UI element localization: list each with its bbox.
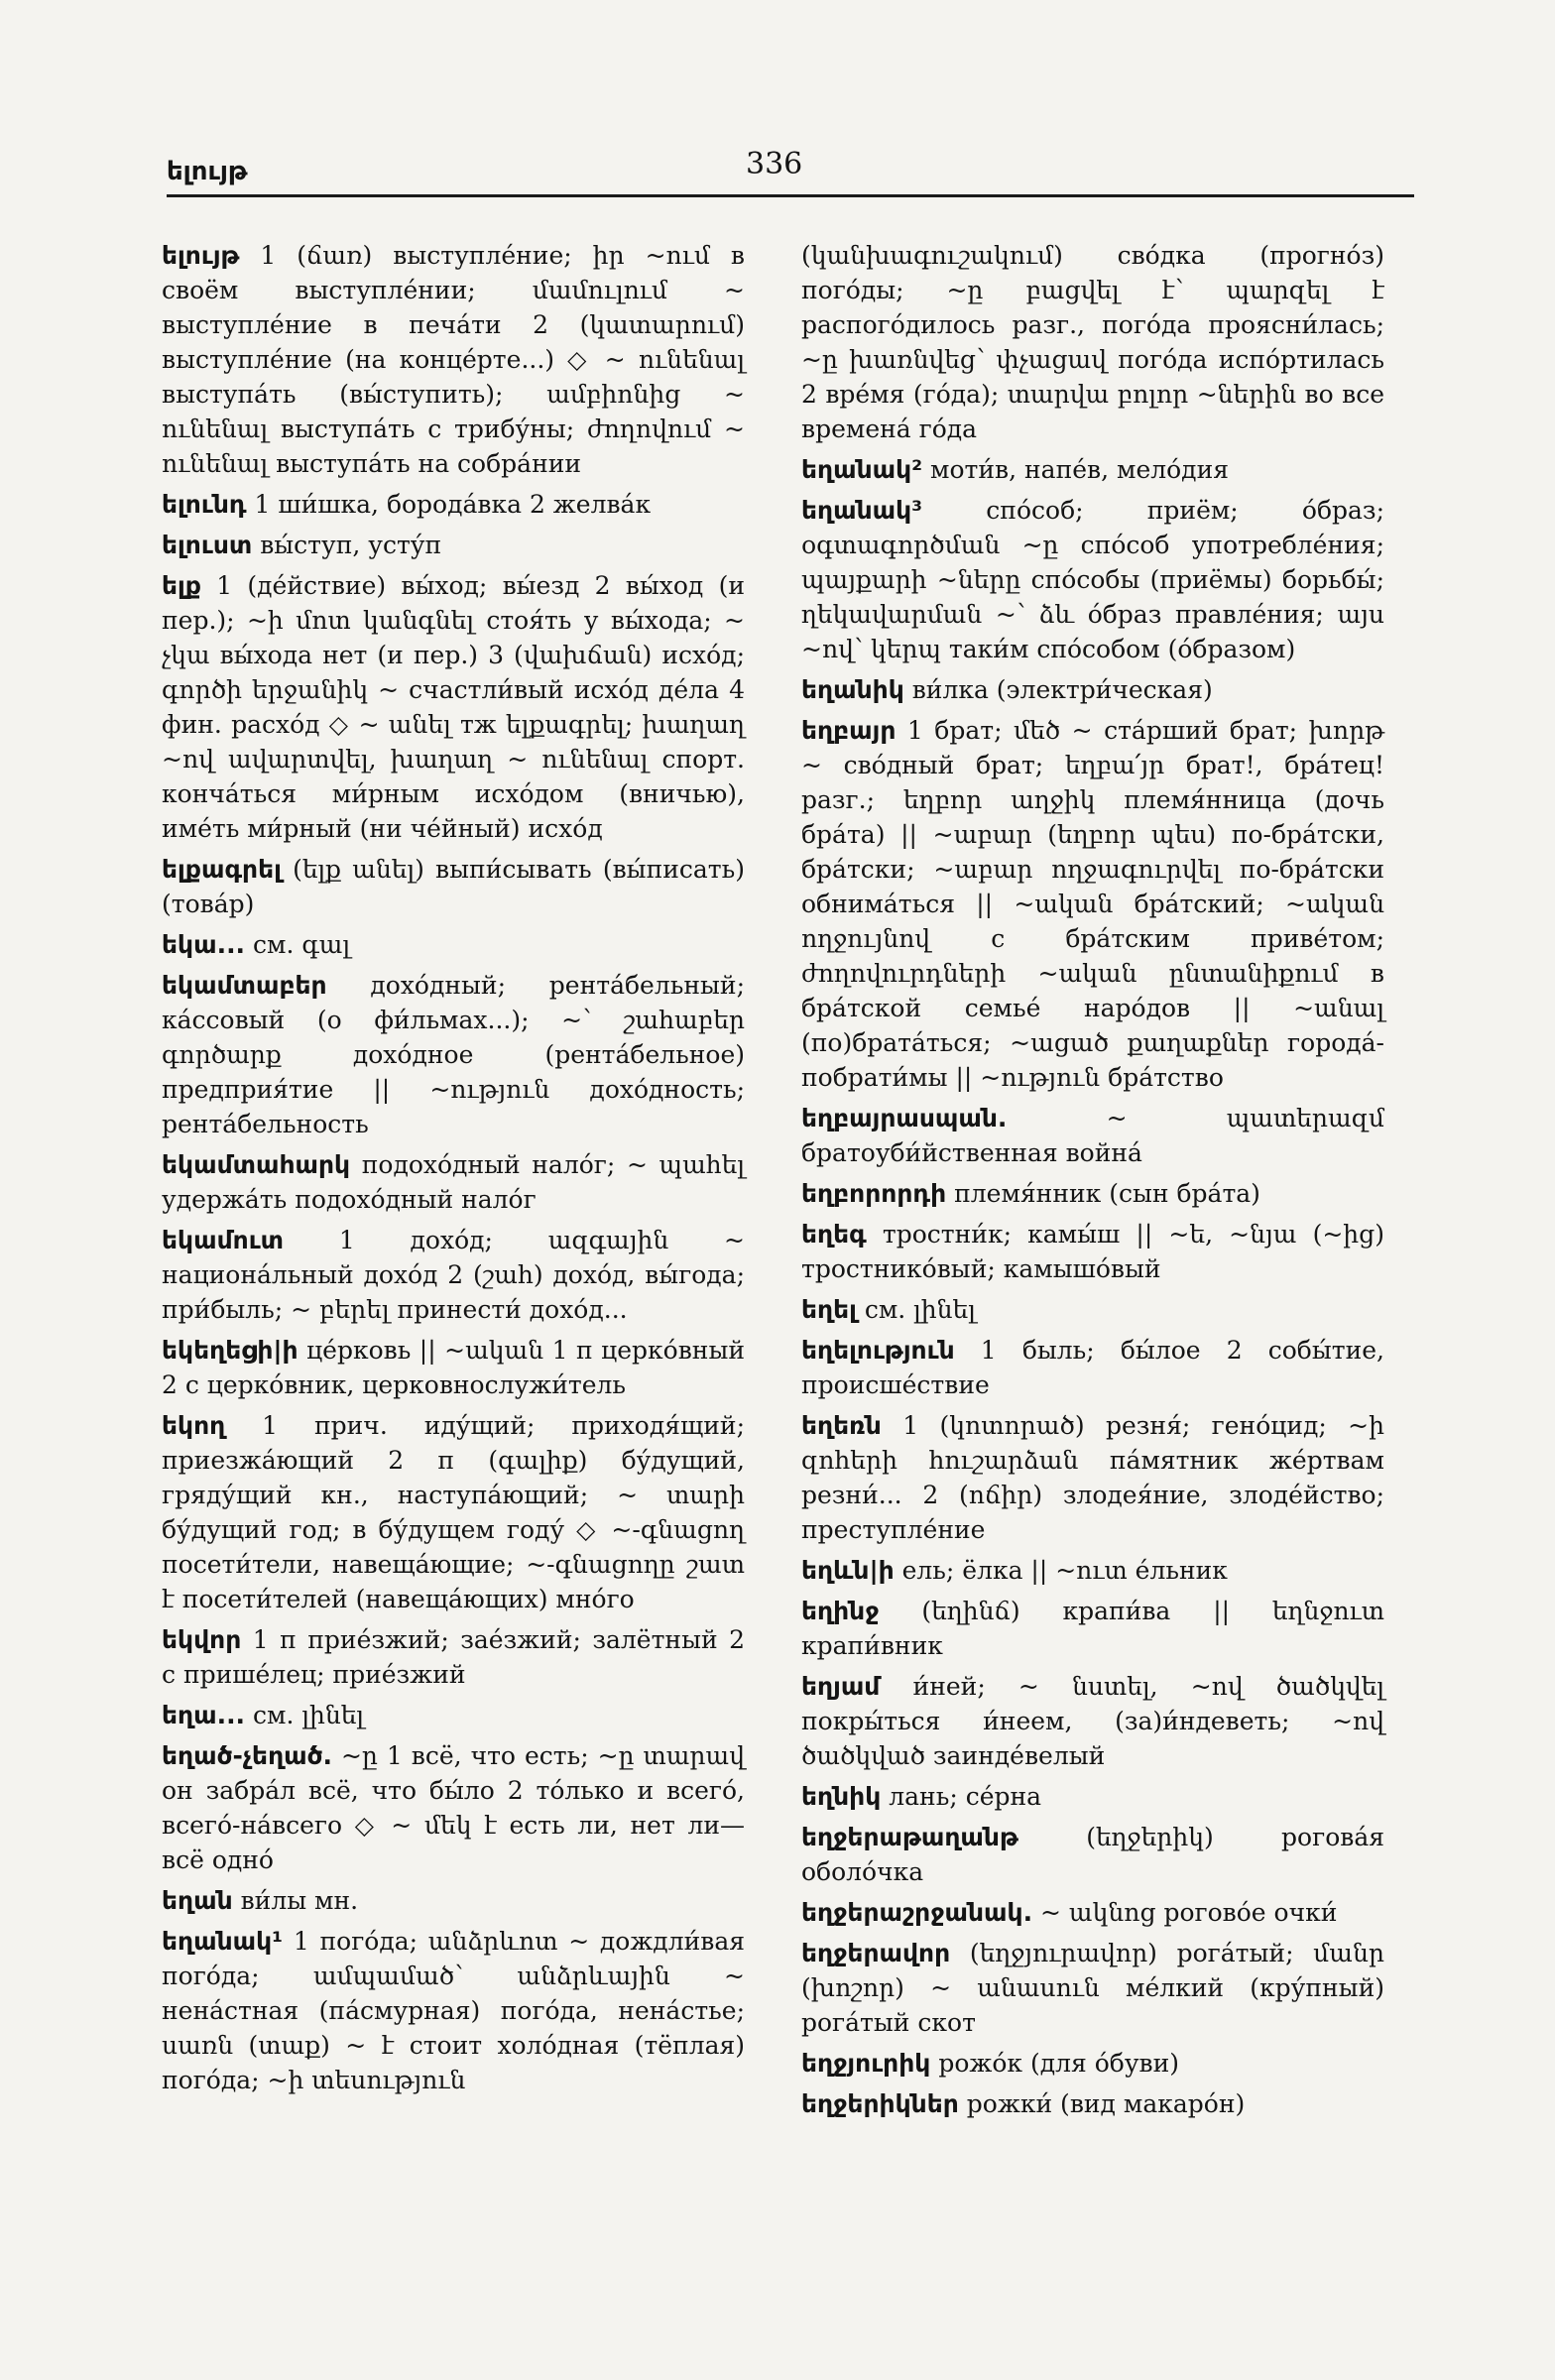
- dictionary-entry: [801, 1669, 1384, 1773]
- entry-headword: եղբորորդի: [801, 1179, 947, 1208]
- dictionary-entry: [162, 1698, 745, 1732]
- entry-definition: племя́нник (сын бра́та): [946, 1179, 1260, 1208]
- entry-headword: եղեգ: [801, 1220, 867, 1249]
- dictionary-entry: [801, 1217, 1384, 1286]
- entry-definition: 1 быль; бы́лое 2 собы́тие, происше́ствие: [801, 1336, 1384, 1399]
- entry-headword: եղանակ¹: [162, 1927, 284, 1956]
- entry-definition: (ելք անել) выпи́сывать (вы́писать) (това́р): [162, 855, 745, 918]
- entry-definition: лань; се́рна: [881, 1782, 1042, 1811]
- dictionary-entry: [801, 1936, 1384, 2040]
- entry-headword: եղյամ: [801, 1672, 881, 1701]
- dictionary-entry: [162, 487, 745, 522]
- dictionary-entry: [162, 968, 745, 1141]
- dictionary-entry: [162, 238, 745, 481]
- entry-definition: 1 прич. иду́щий; приходя́щий; приезжа́ющий 2 п (գալիք) бу́дущий, гряду́щий кн., наступа́ющий; ~ տարի бу́дущий год; в бу́дущем году́ ◇ ~-գնացող посети́тели, навеща́ющие; ~-գնացողը շատ է посети́телей (навеща́ющих) мно́го: [162, 1411, 745, 1613]
- entry-headword: եղբայրասպան.: [801, 1104, 1008, 1132]
- entry-definition: моти́в, напе́в, мело́дия: [922, 455, 1230, 484]
- entry-definition: рожки́ (вид макаро́н): [958, 2089, 1246, 2118]
- dictionary-entry: [801, 1820, 1384, 1889]
- dictionary-entry: [801, 1779, 1384, 1814]
- dictionary-entry: [801, 1408, 1384, 1547]
- dictionary-entry: [801, 1292, 1384, 1327]
- entry-headword: եղանիկ: [801, 675, 904, 704]
- entry-definition: 1 (ճառ) выступле́ние; իր ~ում в своём выступле́нии; մամուլում ~ выступле́ние в печа́ти 2 (կատարում) выступле́ние (на конце́рте...) ◇ ~ ունենալ выступа́ть (вы́ступить); ամբիոնից ~ ունենալ выступа́ть с трибу́ны; ժողովում ~ ունենալ выступа́ть на собра́нии: [162, 241, 745, 478]
- dictionary-entry: [162, 1883, 745, 1918]
- dictionary-entry: [162, 1622, 745, 1692]
- entry-definition: вы́ступ, усту́п: [252, 531, 442, 559]
- header-rule: [167, 194, 1414, 197]
- entry-definition: см. գալ: [245, 930, 351, 959]
- entry-definition: (կանխագուշակում) сво́дка (прогно́з) пого́ды; ~ը բացվել է՝ պարզել է распого́дилось разг., пого́да проясни́лась; ~ը խառնվեց՝ փչացավ пого́да испо́ртилась 2 вре́мя (го́да); տարվա բոլոր ~ներին во все времена́ го́да: [801, 241, 1384, 443]
- entry-definition: спо́соб; приём; о́браз; օգտագործման ~ը спо́соб употребле́ния; պայքարի ~ները спо́собы (приёмы) борьбы́; ղեկավարման ~՝ ձև о́браз правле́ния; այս ~ով՝ կերպ таки́м спо́собом (о́бразом): [801, 496, 1384, 663]
- entry-headword: եղեռն: [801, 1411, 882, 1440]
- dictionary-entry: [162, 528, 745, 562]
- dictionary-entry: [162, 1147, 745, 1217]
- entry-headword: եկեղեցի|ի: [162, 1336, 299, 1365]
- entry-definition: ви́лы мн.: [232, 1886, 359, 1915]
- entry-headword: ելքագրել: [162, 855, 282, 884]
- entry-headword: եղջերիկներ: [801, 2089, 959, 2118]
- entry-headword: ելք: [162, 571, 201, 600]
- entry-definition: см. լինել: [245, 1701, 365, 1729]
- entry-definition: ~ պատերազմ братоуби́йственная война́: [801, 1104, 1384, 1167]
- dictionary-entry: [801, 672, 1384, 707]
- entry-headword: եղանակ²: [801, 455, 923, 484]
- entry-definition: рожо́к (для о́буви): [930, 2049, 1180, 2078]
- entry-definition: 1 брат; մեծ ~ ста́рший брат; խորթ ~ сво́дный брат; եղբա՛յր брат!, бра́тец! разг.; եղբոր աղջիկ племя́нница (дочь бра́та) || ~աբար (եղբոր պես) по-бра́тски, бра́тски; ~աբար ողջագուրվել по-бра́тски обнима́ться || ~ական бра́тский; ~ական ողջույնով с бра́тским приве́том; ժողովուրդների ~ական ընտանիքում в бра́тской семье́ наро́дов || ~անալ (по)брата́ться; ~ացած քաղաքներ города́-побрати́мы || ~ություն бра́тство: [801, 716, 1384, 1092]
- entry-headword: եղել: [801, 1295, 857, 1324]
- entry-headword: եղջերավոր: [801, 1939, 951, 1967]
- dictionary-entry: [801, 238, 1384, 446]
- entry-definition: 1 (де́йствие) вы́ход; вы́езд 2 вы́ход (и пер.); ~ի մոտ կանգնել стоя́ть у вы́хода; ~ չկա вы́хода нет (и пер.) 3 (վախճան) исхо́д; գործի երջանիկ ~ счастли́вый исхо́д де́ла 4 фин. расхо́д ◇ ~ անել тж ելքագրել; խաղաղ ~ով ավարտվել, խաղաղ ~ ունենալ спорт. конча́ться ми́рным исхо́дом (вничью), име́ть ми́рный (ни че́йный) исхо́д: [162, 571, 745, 843]
- dictionary-entry: [801, 1176, 1384, 1211]
- dictionary-entry: [162, 1738, 745, 1877]
- page-number: 336: [746, 147, 803, 181]
- entry-headword: եղած-չեղած.: [162, 1741, 333, 1770]
- dictionary-entry: [801, 452, 1384, 487]
- dictionary-entry: [801, 713, 1384, 1095]
- dictionary-entry: [801, 1594, 1384, 1663]
- entry-definition: ви́лка (электри́ческая): [903, 675, 1213, 704]
- entry-headword: եկա...: [162, 930, 246, 959]
- entry-definition: (եղինճ) крапи́ва || եղնջուտ крапи́вник: [801, 1597, 1384, 1660]
- dictionary-entry: [801, 1553, 1384, 1588]
- dictionary-entry: [162, 1924, 745, 2097]
- entry-definition: дохо́дный; рента́бельный; ка́ссовый (о фи́льмах...); ~՝ շահաբեր գործարք дохо́дное (рента́бельное) предприя́тие || ~ություն дохо́дность; рента́бельность: [162, 971, 745, 1138]
- entry-definition: (եղջյուրավոր) рога́тый; մանր (խոշոր) ~ անասուն ме́лкий (кру́пный) рога́тый скот: [801, 1939, 1384, 2037]
- entry-definition: и́ней; ~ նստել, ~ով ծածկվել покры́ться и́неем, (за)и́ндеветь; ~ով ծածկված заинде́велый: [801, 1672, 1384, 1770]
- entry-definition: тростни́к; камы́ш || ~ե, ~նյա (~ից) тростнико́вый; камышо́вый: [801, 1220, 1384, 1283]
- entry-definition: 1 пого́да; անձրևոտ ~ дождли́вая пого́да; ամպամած՝ անձրևային ~ нена́стная (па́смурная) пого́да, нена́стье; սառն (տաք) ~ է стоит холо́дная (тёплая) пого́да; ~ի տեսություն: [162, 1927, 745, 2094]
- entry-definition: (եղջերիկ) рогова́я оболо́чка: [801, 1823, 1384, 1886]
- entry-headword: եղջերաշրջանակ.: [801, 1898, 1033, 1927]
- entry-headword: եղջերաթաղանթ: [801, 1823, 1018, 1851]
- dictionary-entry: [162, 927, 745, 962]
- entry-headword: ելուստ: [162, 531, 253, 559]
- dictionary-entry: [801, 2046, 1384, 2081]
- dictionary-entry: [801, 1101, 1384, 1170]
- entry-headword: եղբայր: [801, 716, 897, 745]
- entry-definition: 1 ши́шка, борода́вка 2 желва́к: [246, 490, 652, 519]
- dictionary-entry: [162, 1333, 745, 1402]
- entry-headword: եղանակ³: [801, 496, 923, 525]
- dictionary-entry: [162, 1408, 745, 1616]
- entry-definition: 1 (կոտորած) резня́; гено́цид; ~ի զոհերի հուշարձան па́мятник же́ртвам резни́... 2 (ոճիր) злодея́ние, злоде́йство; преступле́ние: [801, 1411, 1384, 1544]
- entry-definition: ~ ակնոց рогово́е очки́: [1032, 1898, 1338, 1927]
- dictionary-entry: [162, 1223, 745, 1327]
- entry-headword: ելույթ: [162, 241, 240, 270]
- entry-headword: եղա...: [162, 1701, 246, 1729]
- entry-headword: եղջյուրիկ: [801, 2049, 931, 2078]
- dictionary-entry: [801, 1333, 1384, 1402]
- entry-headword: եղևն|ի: [801, 1556, 895, 1585]
- entry-headword: եկամտահարկ: [162, 1150, 351, 1179]
- dictionary-entry: [801, 493, 1384, 666]
- entry-definition: ~ը 1 всё, что есть; ~ը տարավ он забра́л всё, что бы́ло 2 то́лько и всего́, всего́-на́всего ◇ ~ մեկ է есть ли, нет ли—всё одно́: [162, 1741, 745, 1874]
- entry-headword: եկամուտ: [162, 1226, 285, 1254]
- right-column: [801, 238, 1384, 2127]
- entry-definition: ель; ёлка || ~ուտ е́льник: [894, 1556, 1228, 1585]
- entry-definition: см. լինել: [856, 1295, 976, 1324]
- dictionary-entry: [801, 1895, 1384, 1930]
- dictionary-entry: [162, 568, 745, 846]
- entry-definition: подохо́дный нало́г; ~ պահել удержа́ть подохо́дный нало́г: [162, 1150, 745, 1214]
- page-header: [0, 0, 1555, 198]
- dictionary-entry: [801, 2086, 1384, 2121]
- entry-headword: եղնիկ: [801, 1782, 882, 1811]
- entry-definition: це́рковь || ~ական 1 п церко́вный 2 с церко́вник, церковнослужи́тель: [162, 1336, 745, 1399]
- left-column: [162, 238, 745, 2103]
- entry-definition: 1 п прие́зжий; зае́зжий; залётный 2 с прише́лец; прие́зжий: [162, 1625, 745, 1689]
- entry-definition: 1 дохо́д; ազգային ~ национа́льный дохо́д 2 (շահ) дохо́д, вы́года; при́быль; ~ բերել принести́ дохо́д...: [162, 1226, 745, 1324]
- entry-headword: եկվոր: [162, 1625, 242, 1654]
- running-head: ելույթ: [167, 157, 248, 186]
- entry-headword: եկամտաբեր: [162, 971, 327, 1000]
- entry-headword: եղելություն: [801, 1336, 955, 1365]
- entry-headword: եկող: [162, 1411, 226, 1440]
- entry-headword: եղինջ: [801, 1597, 880, 1625]
- dictionary-entry: [162, 852, 745, 921]
- entry-headword: եղան: [162, 1886, 233, 1915]
- entry-headword: ելունդ: [162, 490, 247, 519]
